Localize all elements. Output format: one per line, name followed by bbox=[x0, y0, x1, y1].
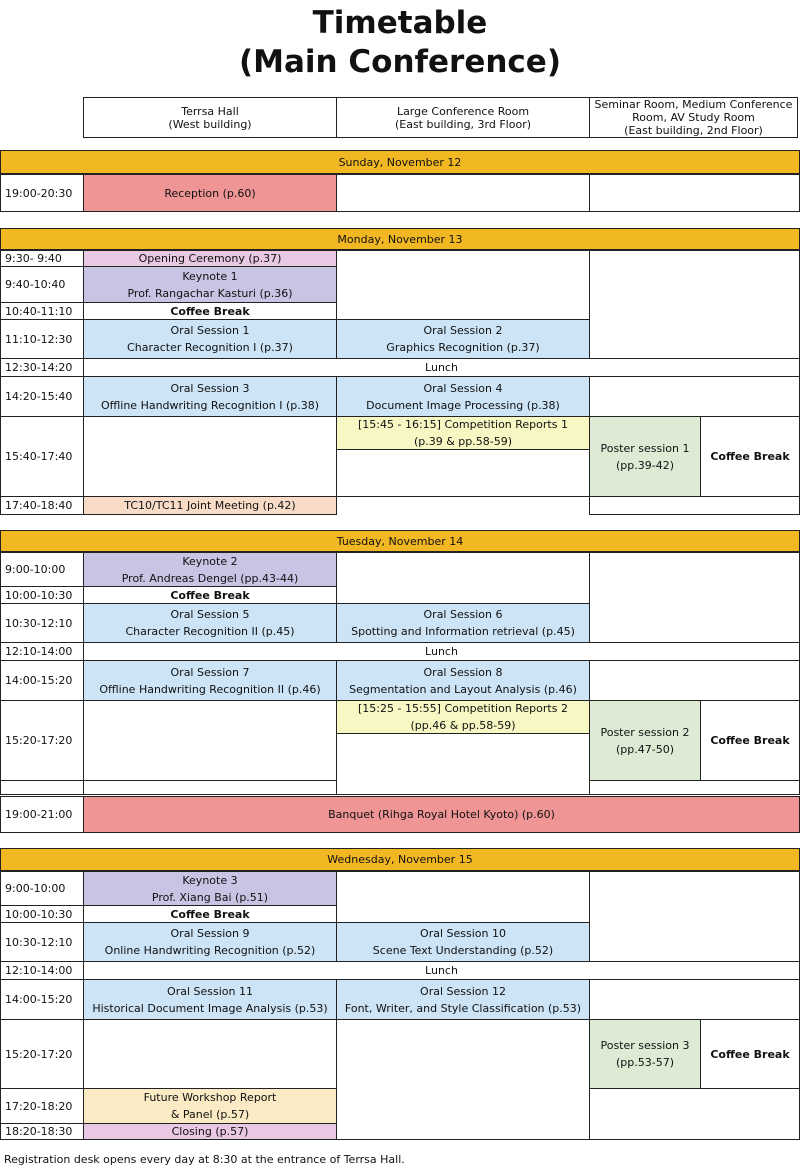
footer-note: Registration desk opens every day at 8:30 at the entrance of Terrsa Hall. bbox=[4, 1153, 405, 1166]
time-wed-3 bbox=[0, 922, 84, 962]
time-wed-7 bbox=[0, 1088, 84, 1124]
reception bbox=[83, 174, 337, 212]
title-line-2: (Main Conference) bbox=[238, 44, 561, 80]
oral-session-2-line: Oral Session 2 bbox=[423, 324, 503, 337]
time-mon-7 bbox=[0, 416, 84, 497]
tue-empty-seminar-pm bbox=[589, 660, 800, 701]
time-mon-1 bbox=[0, 250, 84, 267]
keynote-2-line: Keynote 2 bbox=[182, 554, 238, 568]
day-header-monday bbox=[0, 228, 800, 250]
coffee-break-tue bbox=[83, 586, 337, 604]
time-wed-4 bbox=[0, 961, 84, 980]
oral-session-1 bbox=[83, 319, 337, 359]
oral-session-6 bbox=[336, 603, 590, 643]
poster-session-3-line: Poster session 3 bbox=[600, 1039, 690, 1052]
time-mon-4-line: 11:10-12:30 bbox=[5, 332, 73, 346]
venue-header-1 bbox=[83, 97, 337, 138]
oral-session-5-line: Oral Session 5 bbox=[170, 608, 250, 621]
day-header-tuesday-line: Tuesday, November 14 bbox=[336, 534, 464, 548]
venue-header-3 bbox=[589, 97, 798, 138]
coffee-break-wed-line: Coffee Break bbox=[170, 907, 250, 921]
competition-reports-2-line: (pp.46 & pp.58-59) bbox=[410, 719, 516, 732]
time-sun-1-line: 19:00-20:30 bbox=[5, 186, 73, 200]
poster-session-3 bbox=[589, 1019, 701, 1089]
time-wed-6 bbox=[0, 1019, 84, 1089]
keynote-3-line: Prof. Xiang Bai (p.51) bbox=[151, 890, 269, 904]
keynote-3-line: Keynote 3 bbox=[182, 873, 238, 887]
poster-session-2-line: (pp.47-50) bbox=[615, 742, 674, 756]
competition-reports-2-line: [15:25 - 15:55] Competition Reports 2 bbox=[358, 702, 568, 715]
day-header-wednesday bbox=[0, 848, 800, 871]
time-tue-5-line: 14:00-15:20 bbox=[5, 674, 73, 687]
keynote-1 bbox=[83, 266, 337, 303]
time-wed-5 bbox=[0, 979, 84, 1020]
poster-session-2 bbox=[589, 700, 701, 781]
time-wed-1-line: 9:00-10:00 bbox=[5, 882, 66, 895]
oral-session-11 bbox=[83, 979, 337, 1020]
time-tue-7 bbox=[0, 780, 84, 795]
keynote-2-line: Prof. Andreas Dengel (pp.43-44) bbox=[121, 571, 299, 585]
time-mon-4 bbox=[0, 319, 84, 359]
time-wed-2-line: 10:00-10:30 bbox=[5, 907, 73, 921]
opening-ceremony bbox=[83, 250, 337, 267]
lunch-tue bbox=[83, 642, 800, 661]
time-wed-8 bbox=[0, 1123, 84, 1140]
time-mon-1-line: 9:30- 9:40 bbox=[5, 252, 62, 265]
oral-session-11-line: Oral Session 11 bbox=[167, 984, 253, 998]
time-mon-8 bbox=[0, 496, 84, 515]
oral-session-12 bbox=[336, 979, 590, 1020]
mon-empty-large-am bbox=[336, 250, 590, 320]
mon-empty-large-pm bbox=[336, 449, 590, 497]
time-mon-3 bbox=[0, 302, 84, 320]
oral-session-2 bbox=[336, 319, 590, 359]
day-header-tuesday bbox=[0, 530, 800, 552]
mon-empty-seminar-end bbox=[589, 496, 800, 515]
time-mon-6-line: 14:20-15:40 bbox=[5, 390, 73, 403]
oral-session-4-line: Document Image Processing (p.38) bbox=[366, 398, 560, 412]
time-tue-2-line: 10:00-10:30 bbox=[5, 588, 73, 602]
sun-empty-large bbox=[336, 174, 590, 212]
future-workshop-report bbox=[83, 1088, 337, 1124]
time-mon-5 bbox=[0, 358, 84, 377]
banquet bbox=[83, 796, 800, 833]
oral-session-9-line: Online Handwriting Recognition (p.52) bbox=[104, 944, 316, 957]
page-title bbox=[0, 4, 800, 82]
coffee-break-wed bbox=[83, 905, 337, 923]
tue-empty-seminar-end bbox=[589, 780, 800, 795]
venue-header-1-line: (West building) bbox=[168, 117, 252, 131]
tue-empty-terrsa-end bbox=[83, 780, 337, 795]
oral-session-12-line: Oral Session 12 bbox=[420, 984, 506, 998]
oral-session-5-line: Character Recognition II (p.45) bbox=[125, 625, 295, 638]
oral-session-1-line: Oral Session 1 bbox=[170, 324, 250, 337]
wed-empty-seminar-end bbox=[589, 1088, 800, 1140]
competition-reports-1-line: [15:45 - 16:15] Competition Reports 1 bbox=[358, 418, 568, 431]
day-header-sunday-line: Sunday, November 12 bbox=[338, 155, 462, 169]
coffee-break-mon bbox=[83, 302, 337, 320]
venue-header-3-line: Room, AV Study Room bbox=[632, 111, 755, 124]
coffee-break-poster-tue-line: Coffee Break bbox=[710, 734, 790, 747]
lunch-tue-line: Lunch bbox=[425, 645, 458, 658]
coffee-break-tue-line: Coffee Break bbox=[170, 588, 250, 602]
time-tue-6-line: 15:20-17:20 bbox=[5, 734, 73, 747]
time-wed-7-line: 17:20-18:20 bbox=[5, 1099, 73, 1113]
day-header-monday-line: Monday, November 13 bbox=[337, 232, 463, 246]
tue-empty-terrsa-pm bbox=[83, 700, 337, 781]
opening-ceremony-line: Opening Ceremony (p.37) bbox=[138, 252, 282, 265]
wed-empty-large-pm bbox=[336, 1019, 590, 1140]
poster-session-1-line: Poster session 1 bbox=[600, 441, 690, 455]
wed-empty-large-am bbox=[336, 871, 590, 923]
time-tue-8 bbox=[0, 796, 84, 833]
tue-empty-large-pm bbox=[336, 733, 590, 795]
oral-session-4 bbox=[336, 376, 590, 417]
mon-empty-seminar-pm bbox=[589, 376, 800, 417]
reception-line: Reception (p.60) bbox=[164, 186, 256, 200]
oral-session-3-line: Offline Handwriting Recognition I (p.38) bbox=[100, 398, 320, 412]
coffee-break-mon-line: Coffee Break bbox=[170, 304, 250, 318]
keynote-1-line: Keynote 1 bbox=[182, 269, 238, 283]
day-header-wednesday-line: Wednesday, November 15 bbox=[327, 853, 473, 866]
time-wed-5-line: 14:00-15:20 bbox=[5, 993, 73, 1006]
coffee-break-poster-wed-line: Coffee Break bbox=[710, 1047, 790, 1061]
oral-session-9 bbox=[83, 922, 337, 962]
poster-session-1-line: (pp.39-42) bbox=[615, 458, 674, 472]
oral-session-7 bbox=[83, 660, 337, 701]
sun-empty-seminar bbox=[589, 174, 800, 212]
time-mon-2 bbox=[0, 266, 84, 303]
oral-session-5 bbox=[83, 603, 337, 643]
mon-empty-seminar-am bbox=[589, 250, 800, 359]
keynote-2 bbox=[83, 552, 337, 587]
time-wed-6-line: 15:20-17:20 bbox=[5, 1047, 73, 1061]
future-workshop-report-line: & Panel (p.57) bbox=[170, 1108, 250, 1121]
wed-empty-terrsa-pm bbox=[83, 1019, 337, 1089]
oral-session-6-line: Spotting and Information retrieval (p.45) bbox=[351, 625, 575, 638]
lunch-wed-line: Lunch bbox=[425, 964, 458, 977]
tue-empty-large-am bbox=[336, 552, 590, 604]
lunch-mon bbox=[83, 358, 800, 377]
wed-empty-seminar-pm bbox=[589, 979, 800, 1020]
time-wed-8-line: 18:20-18:30 bbox=[5, 1125, 73, 1138]
tc-joint-meeting bbox=[83, 496, 337, 515]
time-wed-4-line: 12:10-14:00 bbox=[5, 964, 73, 977]
time-sun-1 bbox=[0, 174, 84, 212]
lunch-mon-line: Lunch bbox=[425, 361, 458, 374]
venue-header-2-line: Large Conference Room bbox=[396, 104, 530, 118]
venue-header-3-line: (East building, 2nd Floor) bbox=[624, 124, 763, 137]
mon-empty-terrsa-pm bbox=[83, 416, 337, 497]
closing bbox=[83, 1123, 337, 1140]
time-mon-5-line: 12:30-14:20 bbox=[5, 361, 73, 374]
time-mon-8-line: 17:40-18:40 bbox=[5, 499, 73, 512]
time-tue-6 bbox=[0, 700, 84, 781]
oral-session-11-line: Historical Document Image Analysis (p.53) bbox=[92, 1001, 328, 1015]
oral-session-3 bbox=[83, 376, 337, 417]
oral-session-8 bbox=[336, 660, 590, 701]
time-tue-3 bbox=[0, 603, 84, 643]
time-tue-2 bbox=[0, 586, 84, 604]
future-workshop-report-line: Future Workshop Report bbox=[143, 1091, 277, 1104]
time-tue-8-line: 19:00-21:00 bbox=[5, 808, 73, 821]
oral-session-7-line: Oral Session 7 bbox=[170, 665, 250, 679]
lunch-wed bbox=[83, 961, 800, 980]
competition-reports-1-line: (p.39 & pp.58-59) bbox=[413, 435, 513, 448]
tc-joint-meeting-line: TC10/TC11 Joint Meeting (p.42) bbox=[124, 499, 296, 512]
coffee-break-poster-tue bbox=[700, 700, 800, 781]
coffee-break-poster-wed bbox=[700, 1019, 800, 1089]
venue-header-3-line: Seminar Room, Medium Conference bbox=[594, 98, 793, 111]
time-mon-7-line: 15:40-17:40 bbox=[5, 450, 73, 463]
time-tue-4-line: 12:10-14:00 bbox=[5, 645, 73, 658]
venue-header-1-line: Terrsa Hall bbox=[181, 104, 239, 118]
oral-session-8-line: Segmentation and Layout Analysis (p.46) bbox=[349, 682, 577, 696]
oral-session-4-line: Oral Session 4 bbox=[423, 381, 503, 395]
time-wed-2 bbox=[0, 905, 84, 923]
day-header-sunday bbox=[0, 150, 800, 174]
oral-session-10 bbox=[336, 922, 590, 962]
time-mon-6 bbox=[0, 376, 84, 417]
time-tue-4 bbox=[0, 642, 84, 661]
time-tue-3-line: 10:30-12:10 bbox=[5, 616, 73, 630]
oral-session-10-line: Oral Session 10 bbox=[420, 927, 506, 940]
competition-reports-2 bbox=[336, 700, 590, 734]
poster-session-3-line: (pp.53-57) bbox=[615, 1056, 674, 1069]
banquet-line: Banquet (Rihga Royal Hotel Kyoto) (p.60) bbox=[328, 808, 555, 821]
poster-session-2-line: Poster session 2 bbox=[600, 725, 690, 739]
venue-header-2 bbox=[336, 97, 590, 138]
time-wed-1 bbox=[0, 871, 84, 906]
time-tue-1-line: 9:00-10:00 bbox=[5, 563, 66, 576]
competition-reports-1 bbox=[336, 416, 590, 450]
coffee-break-poster-mon-line: Coffee Break bbox=[710, 450, 790, 463]
oral-session-12-line: Font, Writer, and Style Classification (p.53) bbox=[344, 1001, 582, 1015]
oral-session-9-line: Oral Session 9 bbox=[170, 927, 250, 940]
keynote-3 bbox=[83, 871, 337, 906]
coffee-break-poster-mon bbox=[700, 416, 800, 497]
oral-session-6-line: Oral Session 6 bbox=[423, 608, 503, 621]
time-tue-5 bbox=[0, 660, 84, 701]
title-line-1: Timetable bbox=[312, 5, 488, 41]
keynote-1-line: Prof. Rangachar Kasturi (p.36) bbox=[127, 286, 293, 300]
oral-session-10-line: Scene Text Understanding (p.52) bbox=[372, 944, 554, 957]
time-mon-2-line: 9:40-10:40 bbox=[5, 278, 66, 291]
time-tue-1 bbox=[0, 552, 84, 587]
closing-line: Closing (p.57) bbox=[171, 1125, 249, 1138]
oral-session-8-line: Oral Session 8 bbox=[423, 665, 503, 679]
venue-header-2-line: (East building, 3rd Floor) bbox=[394, 117, 532, 131]
oral-session-3-line: Oral Session 3 bbox=[170, 381, 250, 395]
poster-session-1 bbox=[589, 416, 701, 497]
time-wed-3-line: 10:30-12:10 bbox=[5, 935, 73, 949]
oral-session-1-line: Character Recognition I (p.37) bbox=[127, 341, 293, 354]
oral-session-7-line: Offline Handwriting Recognition II (p.46) bbox=[99, 682, 321, 696]
oral-session-2-line: Graphics Recognition (p.37) bbox=[386, 341, 540, 354]
time-mon-3-line: 10:40-11:10 bbox=[5, 304, 73, 318]
